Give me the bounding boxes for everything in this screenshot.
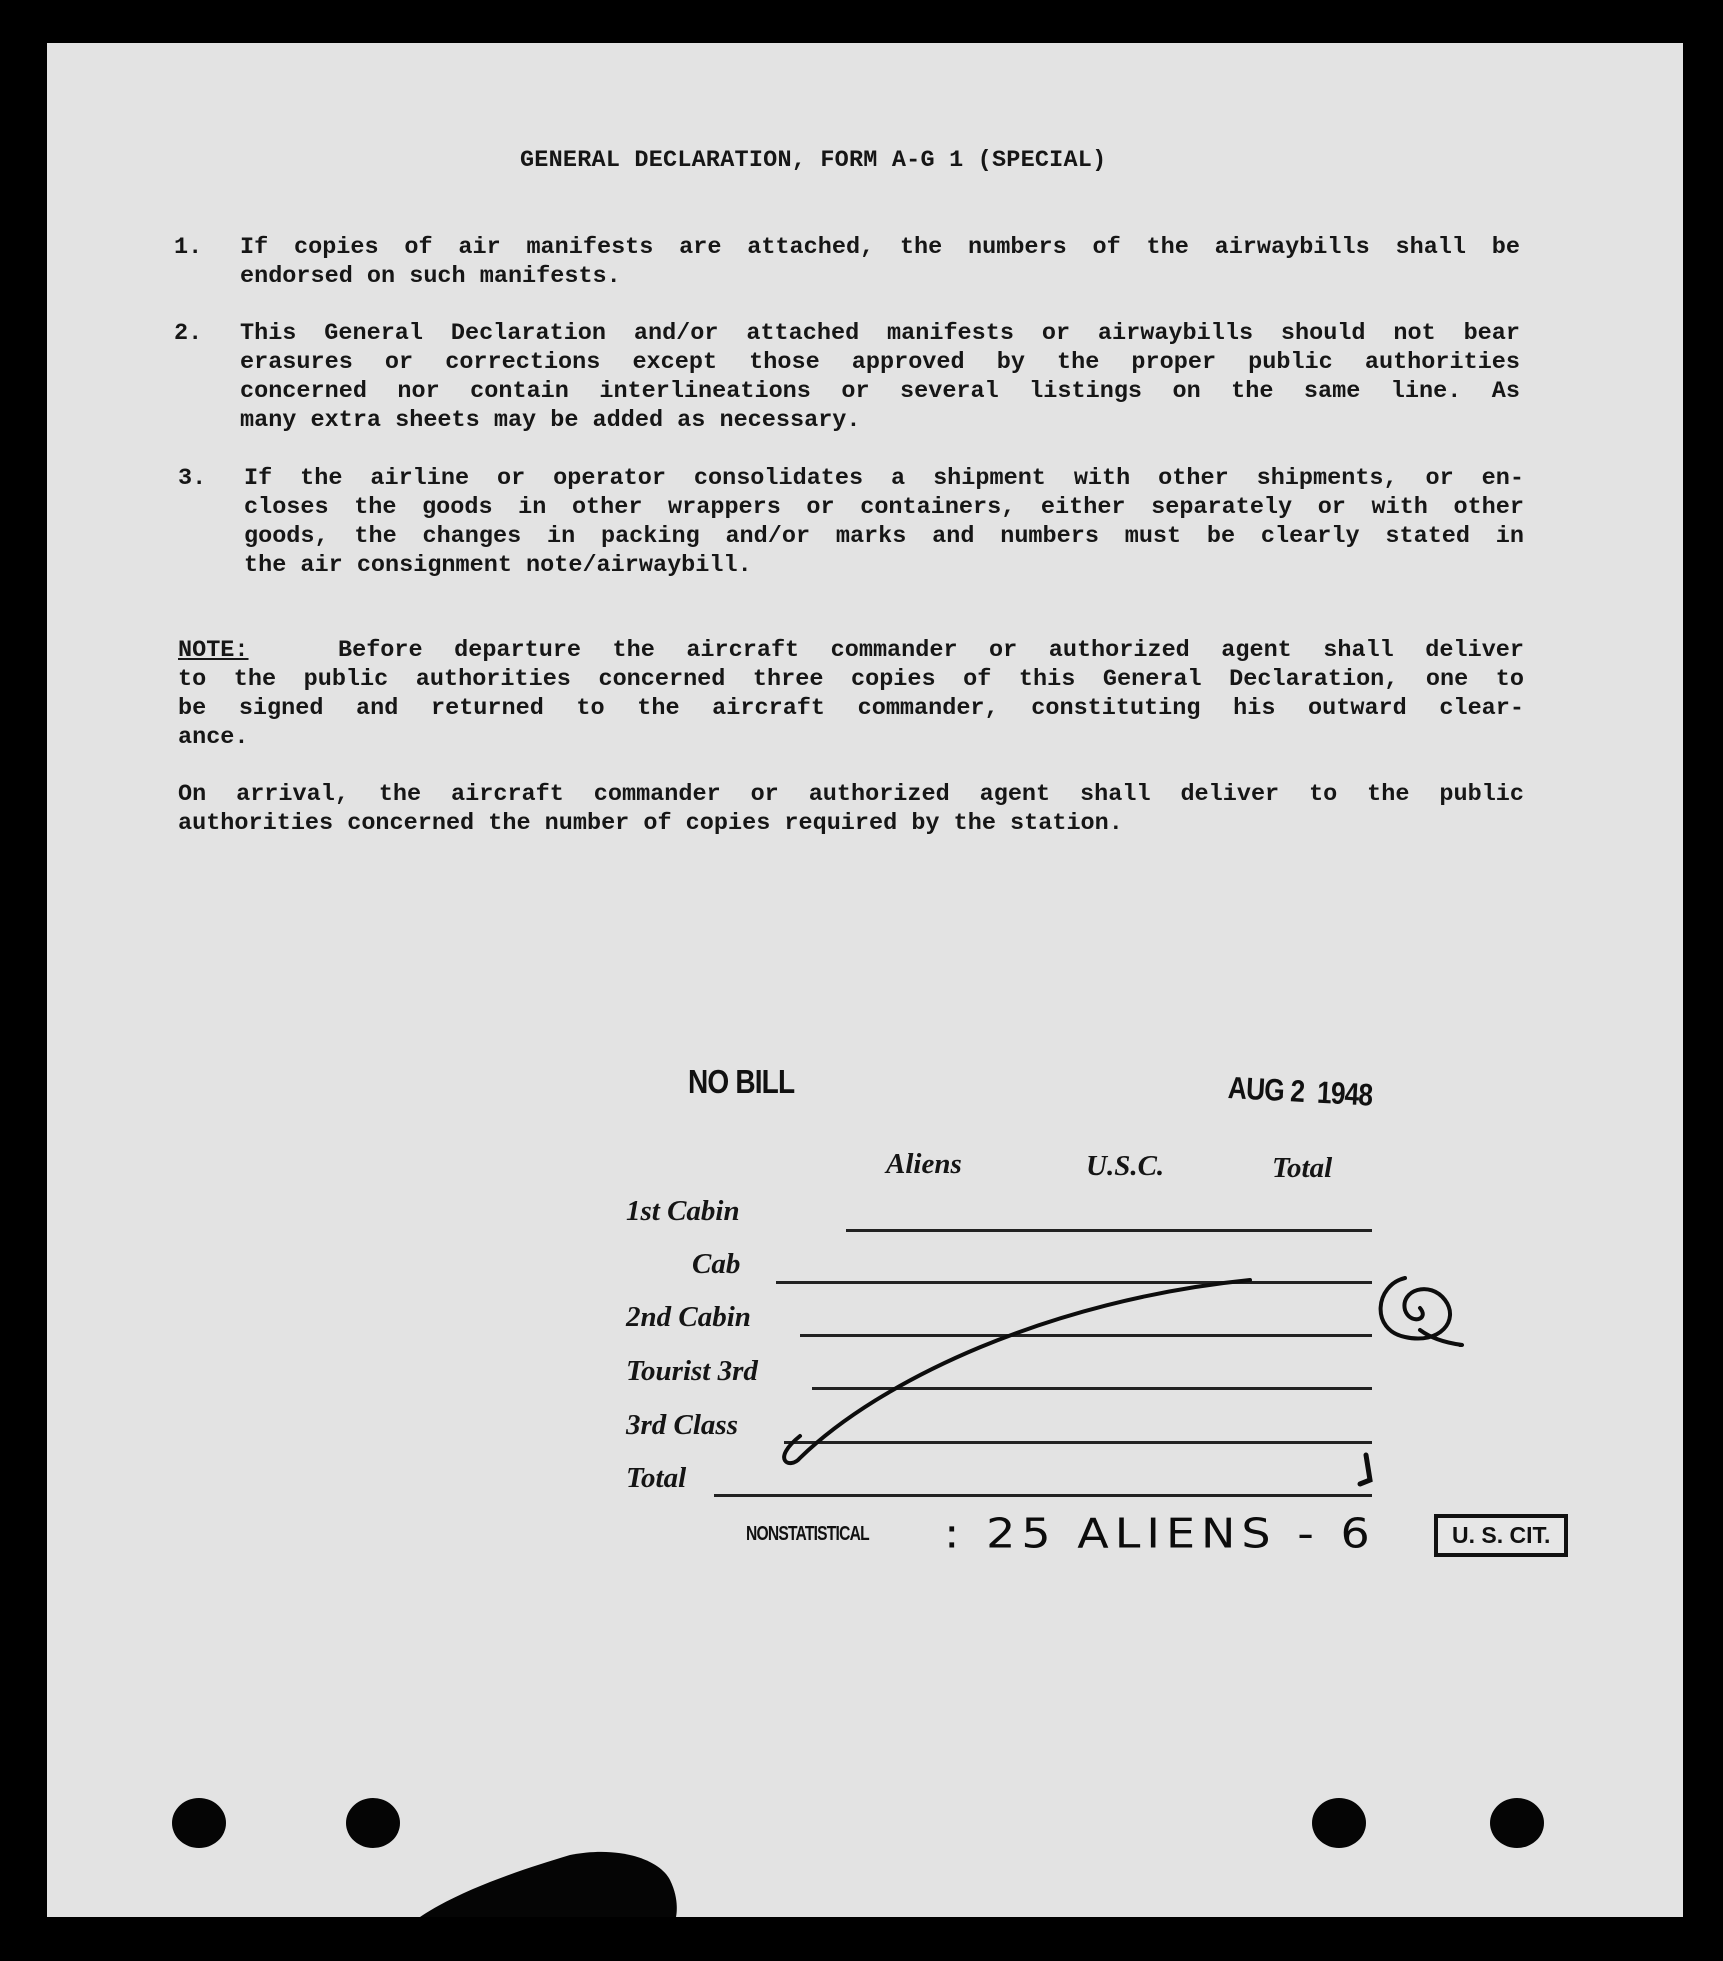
header-usc: U.S.C. <box>1086 1150 1165 1182</box>
row-label-2nd-cabin: 2nd Cabin <box>626 1301 751 1333</box>
arrival-line: On arrival, the aircraft commander or authorized agent shall deliver to the public <box>178 781 1524 808</box>
row-label-3rd-class: 3rd Class <box>626 1409 739 1441</box>
header-total: Total <box>1272 1152 1333 1184</box>
punch-hole <box>172 1798 226 1848</box>
row-label-total: Total <box>626 1462 687 1494</box>
item-line: the air consignment note/airwaybill. <box>244 552 752 579</box>
item-line: This General Declaration and/or attached manifests or airwaybills should not bear <box>240 320 1520 347</box>
handwritten-alien-count: : 25 ALIENS - 6 <box>944 1508 1376 1558</box>
punch-hole <box>1490 1798 1544 1848</box>
note-paragraph <box>178 636 1524 756</box>
item-line: goods, the changes in packing and/or marks and numbers must be clearly stated in <box>244 523 1524 550</box>
row-line <box>776 1281 1372 1284</box>
item-line: concerned nor contain interlineations or several listings on the same line. As <box>240 378 1520 405</box>
punch-hole <box>1312 1798 1366 1848</box>
item-line: endorsed on such manifests. <box>240 263 621 290</box>
note-line: to the public authorities concerned three copies of this General Declaration, one to <box>178 666 1524 693</box>
date-stamp: AUG 2 1948 <box>1227 1070 1374 1113</box>
arrival-line: authorities concerned the number of copies required by the station. <box>178 810 1123 837</box>
note-label: NOTE: <box>178 637 249 664</box>
note-line: ance. <box>178 724 249 751</box>
punch-hole <box>346 1798 400 1848</box>
us-cit-stamp: U. S. CIT. <box>1434 1514 1568 1557</box>
instruction-item-2 <box>174 319 1520 439</box>
note-line: be signed and returned to the aircraft commander, constituting his outward clear- <box>178 695 1524 722</box>
form-title: GENERAL DECLARATION, FORM A-G 1 (SPECIAL) <box>520 147 1107 174</box>
row-label-1st-cabin: 1st Cabin <box>626 1195 740 1227</box>
item-number: 2. <box>174 320 203 347</box>
row-line <box>714 1494 1372 1497</box>
header-aliens: Aliens <box>886 1148 962 1180</box>
no-bill-stamp: NO BILL <box>688 1063 795 1100</box>
item-line: many extra sheets may be added as necessary. <box>240 407 861 434</box>
arrival-paragraph <box>178 780 1524 840</box>
item-line: If the airline or operator consolidates a shipment with other shipments, or en- <box>244 465 1524 492</box>
item-line: If copies of air manifests are attached, the numbers of the airwaybills shall be <box>240 234 1520 261</box>
row-label-tourist-3rd: Tourist 3rd <box>626 1355 758 1387</box>
row-label-cab: Cab <box>692 1248 741 1280</box>
row-line <box>812 1387 1372 1390</box>
item-number: 3. <box>178 465 207 492</box>
instruction-item-3 <box>178 464 1524 584</box>
row-line <box>784 1441 1372 1444</box>
instruction-item-1 <box>174 233 1520 293</box>
nonstatistical-stamp: NONSTATISTICAL <box>746 1523 869 1545</box>
item-number: 1. <box>174 234 203 261</box>
row-line <box>800 1334 1372 1337</box>
item-line: closes the goods in other wrappers or containers, either separately or with other <box>244 494 1524 521</box>
row-line <box>846 1229 1372 1232</box>
note-line: Before departure the aircraft commander or authorized agent shall deliver <box>338 637 1524 664</box>
item-line: erasures or corrections except those approved by the proper public authorities <box>240 349 1520 376</box>
